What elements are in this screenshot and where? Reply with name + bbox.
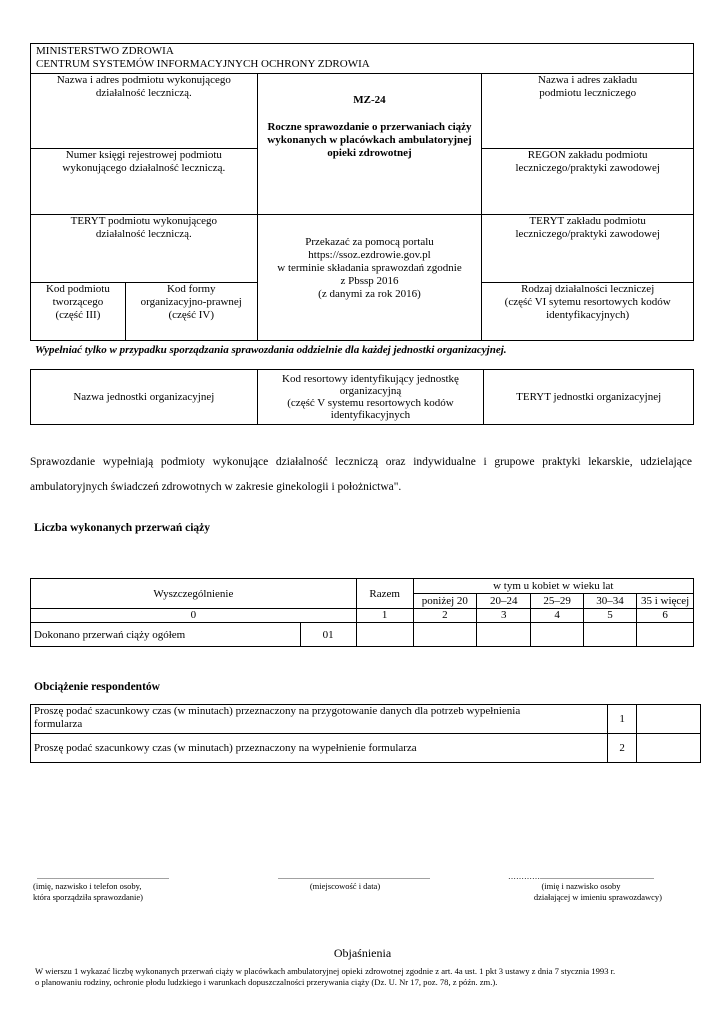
header-total-label: Razem	[369, 587, 400, 600]
org-unit-teryt-label: TERYT jednostki organizacyjnej	[516, 391, 662, 403]
signature-representative-label: (imię i nazwisko osoby	[541, 881, 621, 891]
teryt-entity-label: TERYT podmiotu wykonującego	[70, 215, 218, 227]
legal-form-label: Kod formy	[166, 283, 216, 295]
header-specification-label: Wyszczególnienie	[153, 587, 234, 600]
colnum-4: 4	[531, 609, 583, 623]
age-under-20: poniżej 20	[413, 594, 477, 609]
center-name: CENTRUM SYSTEMÓW INFORMACYJNYCH OCHRONY ZDROWIA	[36, 58, 370, 70]
burden-text-1: Proszę podać szacunkowy czas (w minutach) przeznaczony na przygotowanie danych dla potrzeb wypełnienia	[34, 705, 521, 717]
teryt-facility-label: TERYT zakładu podmiotu	[529, 215, 646, 227]
entity-name-cell	[31, 74, 258, 149]
header-age-group-label: w tym u kobiet w wieku lat	[493, 580, 614, 592]
burden-text-1-cont: formularza	[34, 718, 83, 730]
org-unit-note: Wypełniać tylko w przypadku sporządzania sprawozdania oddzielnie dla każdej jednostki organizacyjnej.	[35, 344, 507, 356]
regon-label: REGON zakładu podmiotu	[527, 149, 648, 161]
org-unit-code-label-4: identyfikacyjnych	[330, 409, 411, 421]
regon-label-2: leczniczego/praktyki zawodowej	[515, 162, 660, 174]
signature-place-date	[278, 872, 430, 892]
burden-input-2[interactable]	[637, 734, 701, 763]
signature-preparer-line: ..................................................................	[37, 872, 169, 881]
teryt-facility-cell	[482, 215, 694, 283]
facility-name-label: Nazwa i adres zakładu	[538, 74, 638, 86]
signature-preparer-label: (imię, nazwisko i telefon osoby,	[33, 881, 142, 891]
teryt-entity-cell	[31, 215, 258, 283]
teryt-entity-label-2: działalność leczniczą.	[95, 228, 192, 240]
burden-row-1	[31, 705, 608, 734]
register-label: Numer księgi rejestrowej podmiotu	[65, 149, 222, 161]
colnum-6: 6	[637, 609, 694, 623]
org-unit-table	[30, 369, 694, 425]
explanations-title: Objaśnienia	[333, 946, 392, 960]
explanations-text	[35, 966, 705, 988]
signature-representative-line: ………….........................................................	[508, 872, 654, 881]
org-unit-code-label-2: organizacyjną	[339, 385, 402, 397]
founder-label-2: tworzącego	[52, 296, 104, 308]
activity-label-2: (część VI sytemu resortowych kodów	[504, 296, 671, 308]
org-unit-code-label: Kod resortowy identyfikujący jednostkę	[282, 373, 459, 385]
signature-preparer	[33, 873, 173, 903]
input-total[interactable]	[356, 623, 413, 647]
portal-line5: (z danymi za rok 2016)	[318, 288, 421, 300]
activity-label-3: identyfikacyjnych)	[546, 309, 630, 321]
signature-place-label: (miejscowość i data)	[309, 881, 381, 891]
form-title-line3: opieki zdrowotnej	[327, 147, 412, 159]
row-label: Dokonano przerwań ciąży ogółem	[31, 623, 301, 647]
founder-code-cell	[31, 283, 126, 341]
regon-cell	[482, 149, 694, 215]
signature-representative-label-2: działającej w imieniu sprawozdawcy)	[533, 892, 662, 902]
legal-form-label-3: (część IV)	[168, 309, 214, 321]
section1-title: Liczba wykonanych przerwań ciąży	[34, 522, 211, 534]
input-35-plus[interactable]	[637, 623, 694, 647]
intro-paragraph	[30, 450, 692, 500]
burden-row-2	[31, 734, 608, 763]
signature-place-line: ............................................................................	[278, 872, 430, 881]
portal-cell	[257, 215, 482, 341]
input-under-20[interactable]	[413, 623, 477, 647]
form-code: MZ-24	[353, 94, 386, 106]
portal-line3: w terminie składania sprawozdań zgodnie	[277, 262, 462, 274]
register-label-2: wykonującego działalność leczniczą.	[62, 162, 226, 174]
input-30-34[interactable]	[583, 623, 636, 647]
burden-num-2: 2	[608, 734, 637, 763]
abortion-table	[30, 578, 694, 647]
portal-line1: Przekazać za pomocą portalu	[305, 236, 434, 248]
facility-name-cell	[482, 74, 694, 149]
portal-line4: z Pbssp 2016	[340, 275, 399, 287]
burden-text-2: Proszę podać szacunkowy czas (w minutach) przeznaczony na wypełnienie formularza	[34, 742, 417, 754]
org-unit-code-label-3: (część V systemu resortowych kodów	[287, 397, 454, 409]
ministry-cell	[31, 44, 694, 74]
explanations-line1: W wierszu 1 wykazać liczbę wykonanych przerwań ciąży w placówkach ambulatoryjnej opieki zdrowotnej zgodnie z art. 4a ust. 1 pkt 3 ustawy z dnia 7 stycznia 1993 r.	[35, 966, 616, 976]
explanations-line2: o planowaniu rodziny, ochronie płodu ludzkiego i warunkach dopuszczalności przerywania ciąży (Dz. U. Nr 17, poz. 78, z późn. zm.).	[35, 977, 498, 987]
activity-label: Rodzaj działalności leczniczej	[521, 283, 655, 295]
colnum-1: 1	[356, 609, 413, 623]
intro-line1: Sprawozdanie wypełniają podmioty wykonujące działalność leczniczą oraz indywidualne i grupowe praktyki lekarskie, udzielające	[30, 456, 692, 468]
row-code: 01	[300, 623, 356, 647]
founder-label-3: (część III)	[55, 309, 101, 321]
signature-representative	[500, 873, 662, 903]
org-unit-name-label: Nazwa jednostki organizacyjnej	[73, 391, 215, 403]
burden-num-1: 1	[608, 705, 637, 734]
facility-name-label-2: podmiotu leczniczego	[539, 87, 637, 99]
activity-type-cell	[482, 283, 694, 341]
age-35-plus: 35 i więcej	[637, 594, 694, 609]
form-title-line1: Roczne sprawozdanie o przerwaniach ciąży	[267, 121, 472, 133]
age-30-34: 30–34	[583, 594, 636, 609]
founder-label: Kod podmiotu	[45, 283, 110, 295]
input-20-24[interactable]	[477, 623, 531, 647]
form-title-line2: wykonanych w placówkach ambulatoryjnej	[267, 134, 472, 146]
colnum-3: 3	[477, 609, 531, 623]
teryt-facility-label-2: leczniczego/praktyki zawodowej	[515, 228, 660, 240]
org-unit-code-cell	[257, 370, 484, 425]
age-25-29: 25–29	[531, 594, 583, 609]
burden-input-1[interactable]	[637, 705, 701, 734]
colnum-5: 5	[583, 609, 636, 623]
intro-line2: ambulatoryjnych świadczeń zdrowotnych w zakresie ginekologii i położnictwa".	[30, 481, 402, 493]
legal-form-label-2: organizacyjno-prawnej	[140, 296, 242, 308]
entity-name-label: Nazwa i adres podmiotu wykonującego	[56, 74, 231, 86]
register-cell	[31, 149, 258, 215]
legal-form-cell	[125, 283, 257, 341]
entity-name-label-2: działalność leczniczą.	[95, 87, 192, 99]
header-total	[356, 579, 413, 609]
section2-title: Obciążenie respondentów	[34, 681, 160, 693]
org-unit-name-cell	[31, 370, 258, 425]
colnum-0: 0	[31, 609, 357, 623]
header-table	[30, 43, 694, 341]
ministry-name: MINISTERSTWO ZDROWIA	[36, 45, 174, 57]
colnum-2: 2	[413, 609, 477, 623]
input-25-29[interactable]	[531, 623, 583, 647]
form-title-cell	[257, 74, 482, 215]
portal-url: https://ssoz.ezdrowie.gov.pl	[308, 249, 431, 261]
age-20-24: 20–24	[477, 594, 531, 609]
header-age-group	[413, 579, 693, 594]
org-unit-teryt-cell	[484, 370, 694, 425]
signature-preparer-label-2: która sporządziła sprawozdanie)	[33, 892, 143, 902]
burden-table	[30, 704, 701, 763]
header-specification	[31, 579, 357, 609]
